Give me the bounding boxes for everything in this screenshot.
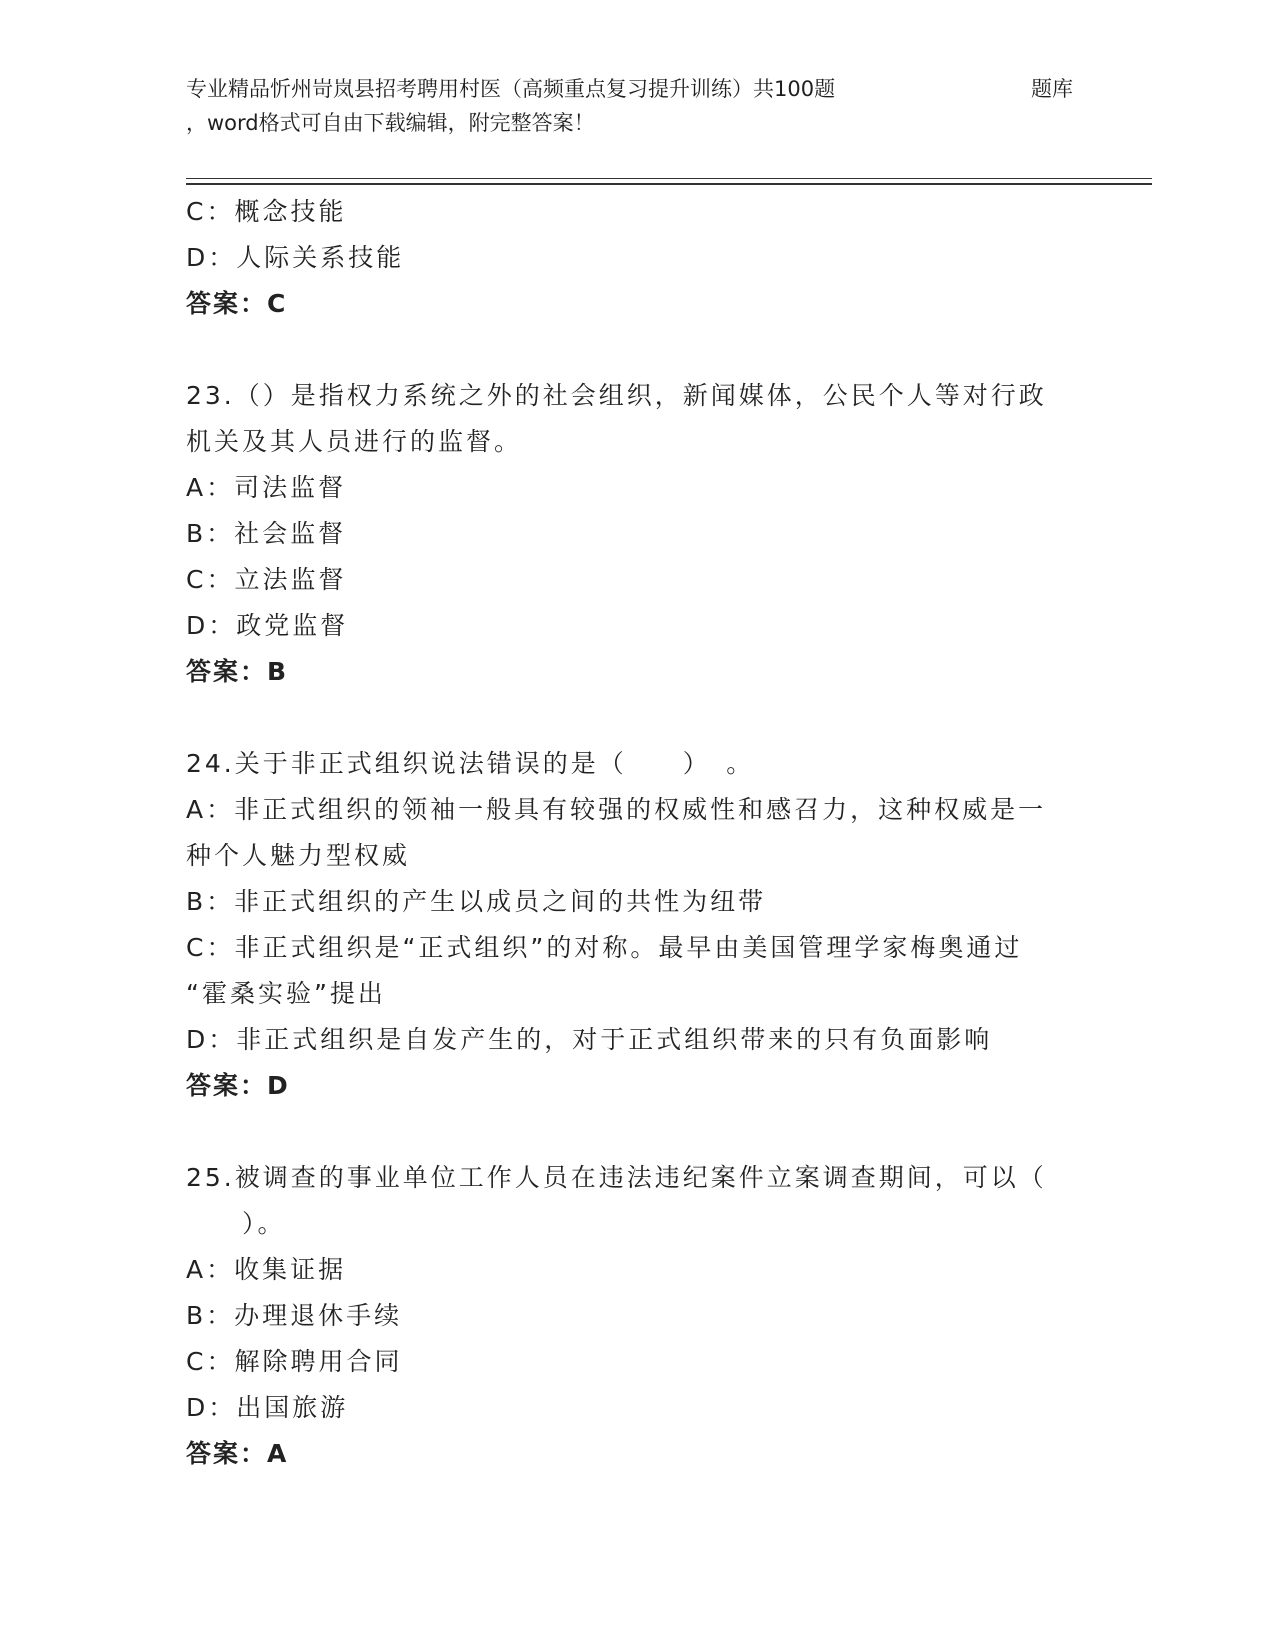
option-d: D：人际关系技能 xyxy=(186,243,405,272)
question-stem-line-2: ）。 xyxy=(186,1209,286,1238)
question-stem-line-1: 23.（）是指权力系统之外的社会组织，新闻媒体，公民个人等对行政 xyxy=(186,381,1047,410)
option-a-line-2: 种个人魅力型权威 xyxy=(186,841,411,870)
header-title-line-1: 专业精品忻州岢岚县招考聘用村医（高频重点复习提升训练）共100题 xyxy=(186,77,836,101)
option-c-line-2: “霍桑实验”提出 xyxy=(186,979,386,1008)
option-a: A：收集证据 xyxy=(186,1255,347,1284)
question-stem-line-2: 机关及其人员进行的监督。 xyxy=(186,427,523,456)
document-body xyxy=(186,189,1086,1477)
option-c: C：概念技能 xyxy=(186,197,347,226)
header-title-line-2: ，word格式可自由下载编辑，附完整答案！ xyxy=(186,111,595,135)
document-header xyxy=(186,72,1086,140)
option-b: B：社会监督 xyxy=(186,519,347,548)
option-c-line-1: C：非正式组织是“正式组织”的对称。最早由美国管理学家梅奥通过 xyxy=(186,933,1023,962)
option-c: C：解除聘用合同 xyxy=(186,1347,403,1376)
question-23 xyxy=(186,373,1086,695)
header-tag: 题库 xyxy=(1031,77,1073,101)
question-24 xyxy=(186,741,1086,1109)
answer: 答案：B xyxy=(186,657,289,686)
option-a-line-1: A：非正式组织的领袖一般具有较强的权威性和感召力，这种权威是一 xyxy=(186,795,1047,824)
option-c: C：立法监督 xyxy=(186,565,347,594)
option-a: A：司法监督 xyxy=(186,473,347,502)
header-divider-thin xyxy=(186,178,1152,179)
question-25 xyxy=(186,1155,1086,1477)
option-b: B：非正式组织的产生以成员之间的共性为纽带 xyxy=(186,887,767,916)
option-d: D：出国旅游 xyxy=(186,1393,349,1422)
answer: 答案：C xyxy=(186,289,288,318)
option-d: D：政党监督 xyxy=(186,611,349,640)
question-stem-line-1: 25.被调查的事业单位工作人员在违法违纪案件立案调查期间，可以（ xyxy=(186,1163,1047,1192)
answer: 答案：A xyxy=(186,1439,289,1468)
answer: 答案：D xyxy=(186,1071,290,1100)
previous-question-tail xyxy=(186,189,1086,327)
option-d: D：非正式组织是自发产生的，对于正式组织带来的只有负面影响 xyxy=(186,1025,993,1054)
option-b: B：办理退休手续 xyxy=(186,1301,403,1330)
header-divider-thick xyxy=(186,183,1152,185)
question-stem: 24.关于非正式组织说法错误的是（ ） 。 xyxy=(186,749,755,778)
